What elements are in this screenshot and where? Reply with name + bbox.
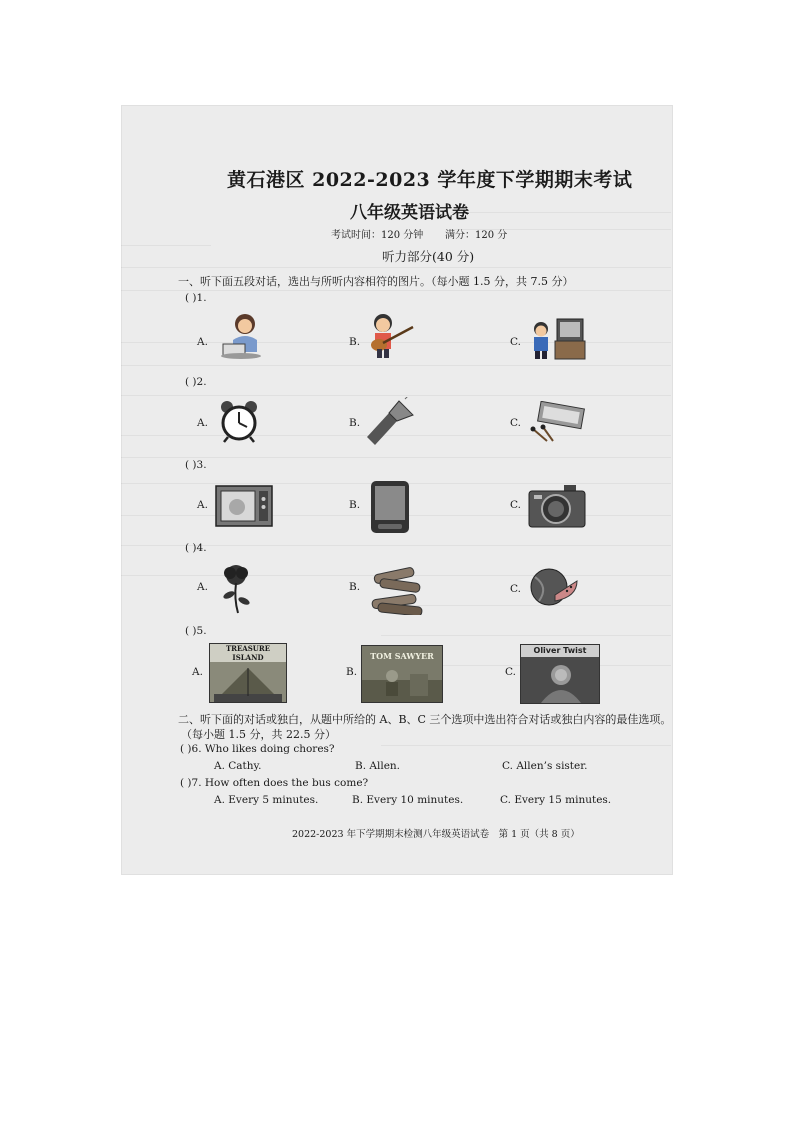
question-7-label: ( )7. How often does the bus come? <box>180 777 369 789</box>
q5-option-a: A. <box>192 666 203 678</box>
matches-icon <box>525 401 587 443</box>
question-6-label: ( )6. Who likes doing chores? <box>180 743 335 755</box>
boy-computer-icon <box>527 315 587 361</box>
q7-option-a: A. Every 5 minutes. <box>214 794 319 806</box>
part2-instruction-line2: （每小题 1.5 分，共 22.5 分） <box>181 728 336 741</box>
girl-reading-icon <box>219 310 263 360</box>
exam-paper-scan <box>121 105 673 875</box>
alarm-clock-icon <box>218 399 260 443</box>
full-score: 满分：120 分 <box>445 230 508 241</box>
q2-option-c: C. <box>510 417 521 429</box>
question-3-label: ( )3. <box>185 459 207 471</box>
q1-option-c: C. <box>510 336 521 348</box>
q2-option-b: B. <box>349 417 361 429</box>
book-oliver-twist-icon <box>520 644 600 704</box>
q7-option-b: B. Every 10 minutes. <box>352 794 464 806</box>
exam-subtitle: 八年级英语试卷 <box>350 203 469 223</box>
q3-option-b: B. <box>349 499 361 511</box>
page-footer: 2022-2023 年下学期期末检测八年级英语试卷 第 1 页（共 8 页） <box>292 829 580 840</box>
camera-icon <box>528 483 586 529</box>
q5-option-b: B. <box>346 666 358 678</box>
logs-icon <box>368 565 426 615</box>
part2-instruction-line1: 二、听下面的对话或独白，从题中所给的 A、B、C 三个选项中选出符合对话或独白内容的最佳选项。 <box>178 713 672 726</box>
watermelon-icon <box>525 567 579 609</box>
listening-heading: 听力部分(40 分) <box>382 249 475 264</box>
phone-icon <box>370 480 410 534</box>
q3-option-c: C. <box>510 499 521 511</box>
q5-option-c: C. <box>505 666 516 678</box>
q6-option-c: C. Allen’s sister. <box>502 760 588 772</box>
question-4-label: ( )4. <box>185 542 207 554</box>
q6-option-b: B. Allen. <box>355 760 401 772</box>
exam-time: 考试时间：120 分钟 <box>331 230 424 241</box>
exam-title: 黄石港区 2022-2023 学年度下学期期末考试 <box>227 169 633 191</box>
q6-option-a: A. Cathy. <box>214 760 262 772</box>
q4-option-c: C. <box>510 583 521 595</box>
book-treasure-island-icon <box>209 643 287 703</box>
question-1-label: ( )1. <box>185 292 207 304</box>
oliver-twist-title: Oliver Twist <box>521 645 599 657</box>
q7-option-c: C. Every 15 minutes. <box>500 794 612 806</box>
q1-option-b: B. <box>349 336 361 348</box>
part1-instruction: 一、听下面五段对话，选出与所听内容相符的图片。（每小题 1.5 分，共 7.5 分） <box>178 275 574 288</box>
question-2-label: ( )2. <box>185 376 207 388</box>
q3-option-a: A. <box>197 499 208 511</box>
flashlight-icon <box>361 397 417 445</box>
question-5-label: ( )5. <box>185 625 207 637</box>
book-tom-sawyer-icon <box>361 645 443 703</box>
q4-option-b: B. <box>349 581 361 593</box>
rose-icon <box>219 563 253 615</box>
boy-guitar-icon <box>365 313 417 359</box>
q1-option-a: A. <box>197 336 208 348</box>
tom-sawyer-title: TOM SAWYER <box>370 651 434 661</box>
q2-option-a: A. <box>197 417 208 429</box>
microwave-icon <box>215 485 273 527</box>
treasure-island-title: TREASURE ISLAND <box>210 644 286 662</box>
q4-option-a: A. <box>197 581 208 593</box>
